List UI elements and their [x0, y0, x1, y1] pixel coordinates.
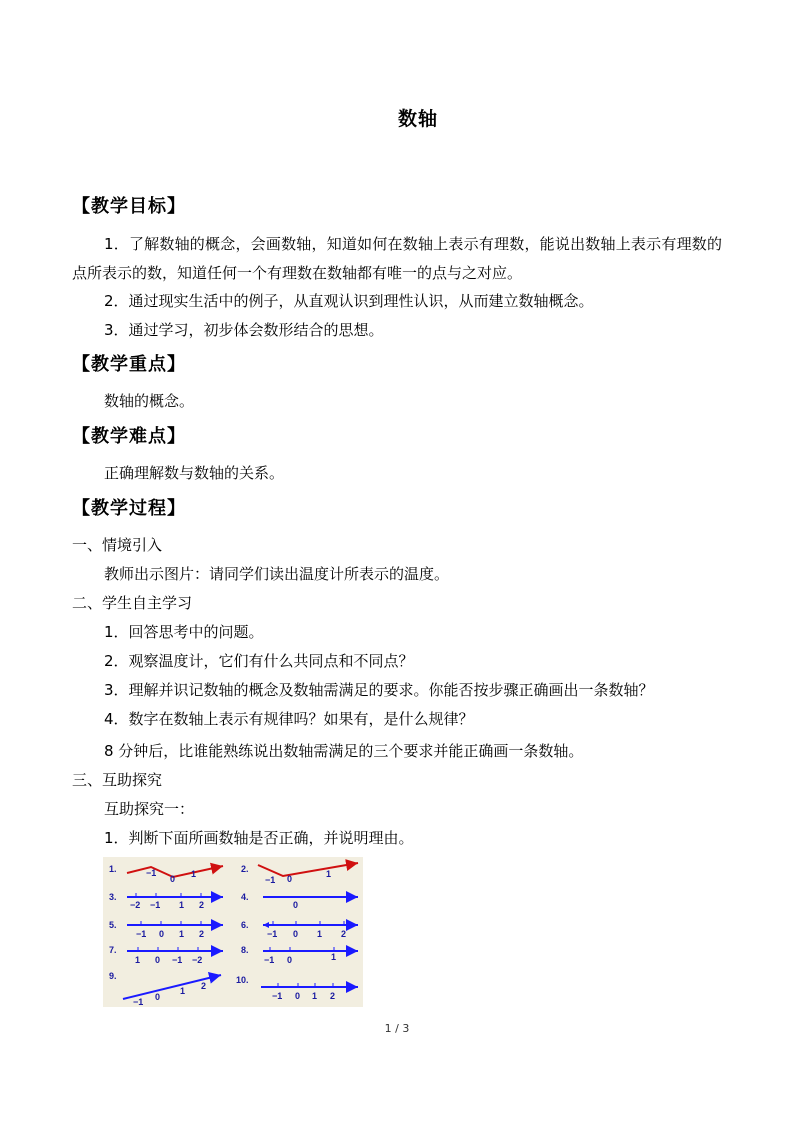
tick-label: −1 [136, 929, 147, 939]
tick-label: 1 [191, 869, 197, 879]
part1-text: 教师出示图片：请同学们读出温度计所表示的温度。 [104, 565, 450, 583]
tick-label: −1 [172, 955, 183, 965]
goal-3: 3．通过学习，初步体会数形结合的思想。 [104, 321, 384, 339]
item-number: 6. [241, 920, 249, 930]
tick-label: 2 [330, 991, 336, 1001]
page-number: 1 / 3 [384, 1022, 410, 1035]
item-number: 9. [109, 971, 117, 981]
number-line-figure [103, 857, 363, 1007]
part3-question-1: 1．判断下面所画数轴是否正确，并说明理由。 [104, 829, 414, 847]
key-heading: 【教学重点】 [72, 354, 186, 375]
item-number: 7. [109, 945, 117, 955]
difficulty-heading: 【教学难点】 [72, 426, 186, 447]
tick-label: 1 [317, 929, 323, 939]
item-number: 5. [109, 920, 117, 930]
tick-label: 0 [295, 991, 301, 1001]
difficulty-text: 正确理解数与数轴的关系。 [104, 464, 285, 482]
tick-label: −1 [133, 997, 144, 1007]
part3-title: 三、互助探究 [72, 771, 163, 789]
page-title: 数轴 [397, 108, 438, 130]
tick-label: 0 [293, 929, 299, 939]
number-line-diagram [103, 857, 363, 1007]
tick-label: −1 [272, 991, 283, 1001]
part2-item-4: 4．数字在数轴上表示有规律吗？如果有，是什么规律？ [104, 710, 474, 728]
tick-label: 1 [135, 955, 141, 965]
item-number: 10. [236, 975, 249, 985]
item-number: 2. [241, 864, 249, 874]
tick-label: −1 [150, 900, 161, 910]
tick-label: 1 [312, 991, 318, 1001]
key-text: 数轴的概念。 [104, 392, 195, 410]
part2-item-2: 2．观察温度计，它们有什么共同点和不同点？ [104, 652, 414, 670]
goals-heading: 【教学目标】 [72, 196, 186, 217]
tick-label: 2 [201, 981, 207, 991]
item-number: 3. [109, 892, 117, 902]
tick-label: 0 [155, 955, 161, 965]
tick-label: 0 [287, 955, 293, 965]
tick-label: 0 [159, 929, 165, 939]
tick-label: 0 [287, 874, 293, 884]
part3-sub: 互助探究一： [104, 800, 195, 818]
tick-label: 2 [199, 900, 205, 910]
tick-label: 1 [180, 986, 186, 996]
goal-2: 2．通过现实生活中的例子，从直观认识到理性认识，从而建立数轴概念。 [104, 292, 594, 310]
tick-label: −1 [146, 868, 157, 878]
part2-item-1: 1．回答思考中的问题。 [104, 623, 264, 641]
tick-label: 1 [179, 900, 185, 910]
item-number: 1. [109, 864, 117, 874]
tick-label: 1 [179, 929, 185, 939]
tick-label: 2 [199, 929, 205, 939]
part1-title: 一、情境引入 [72, 536, 163, 554]
tick-label: −1 [267, 929, 278, 939]
tick-label: −2 [192, 955, 203, 965]
tick-label: 0 [293, 900, 299, 910]
tick-label: 2 [341, 929, 347, 939]
item-number: 8. [241, 945, 249, 955]
item-number: 4. [241, 892, 249, 902]
part2-item-3: 3．理解并识记数轴的概念及数轴需满足的要求。你能否按步骤正确画出一条数轴？ [104, 681, 654, 699]
tick-label: −1 [264, 955, 275, 965]
tick-label: −2 [130, 900, 141, 910]
tick-label: 0 [155, 992, 161, 1002]
part2-title: 二、学生自主学习 [72, 594, 193, 612]
tick-label: 1 [331, 952, 337, 962]
part2-item-5: 8 分钟后，比谁能熟练说出数轴需满足的三个要求并能正确画一条数轴。 [104, 742, 584, 760]
tick-label: −1 [265, 875, 276, 885]
process-heading: 【教学过程】 [72, 498, 186, 519]
goal-1: 1．了解数轴的概念，会画数轴，知道如何在数轴上表示有理数，能说出数轴上表示有理数的点所表示的数，知道任何一个有理数在数轴都有唯一的点与之对应。 [72, 235, 722, 282]
tick-label: 1 [326, 869, 332, 879]
tick-label: 0 [170, 874, 176, 884]
